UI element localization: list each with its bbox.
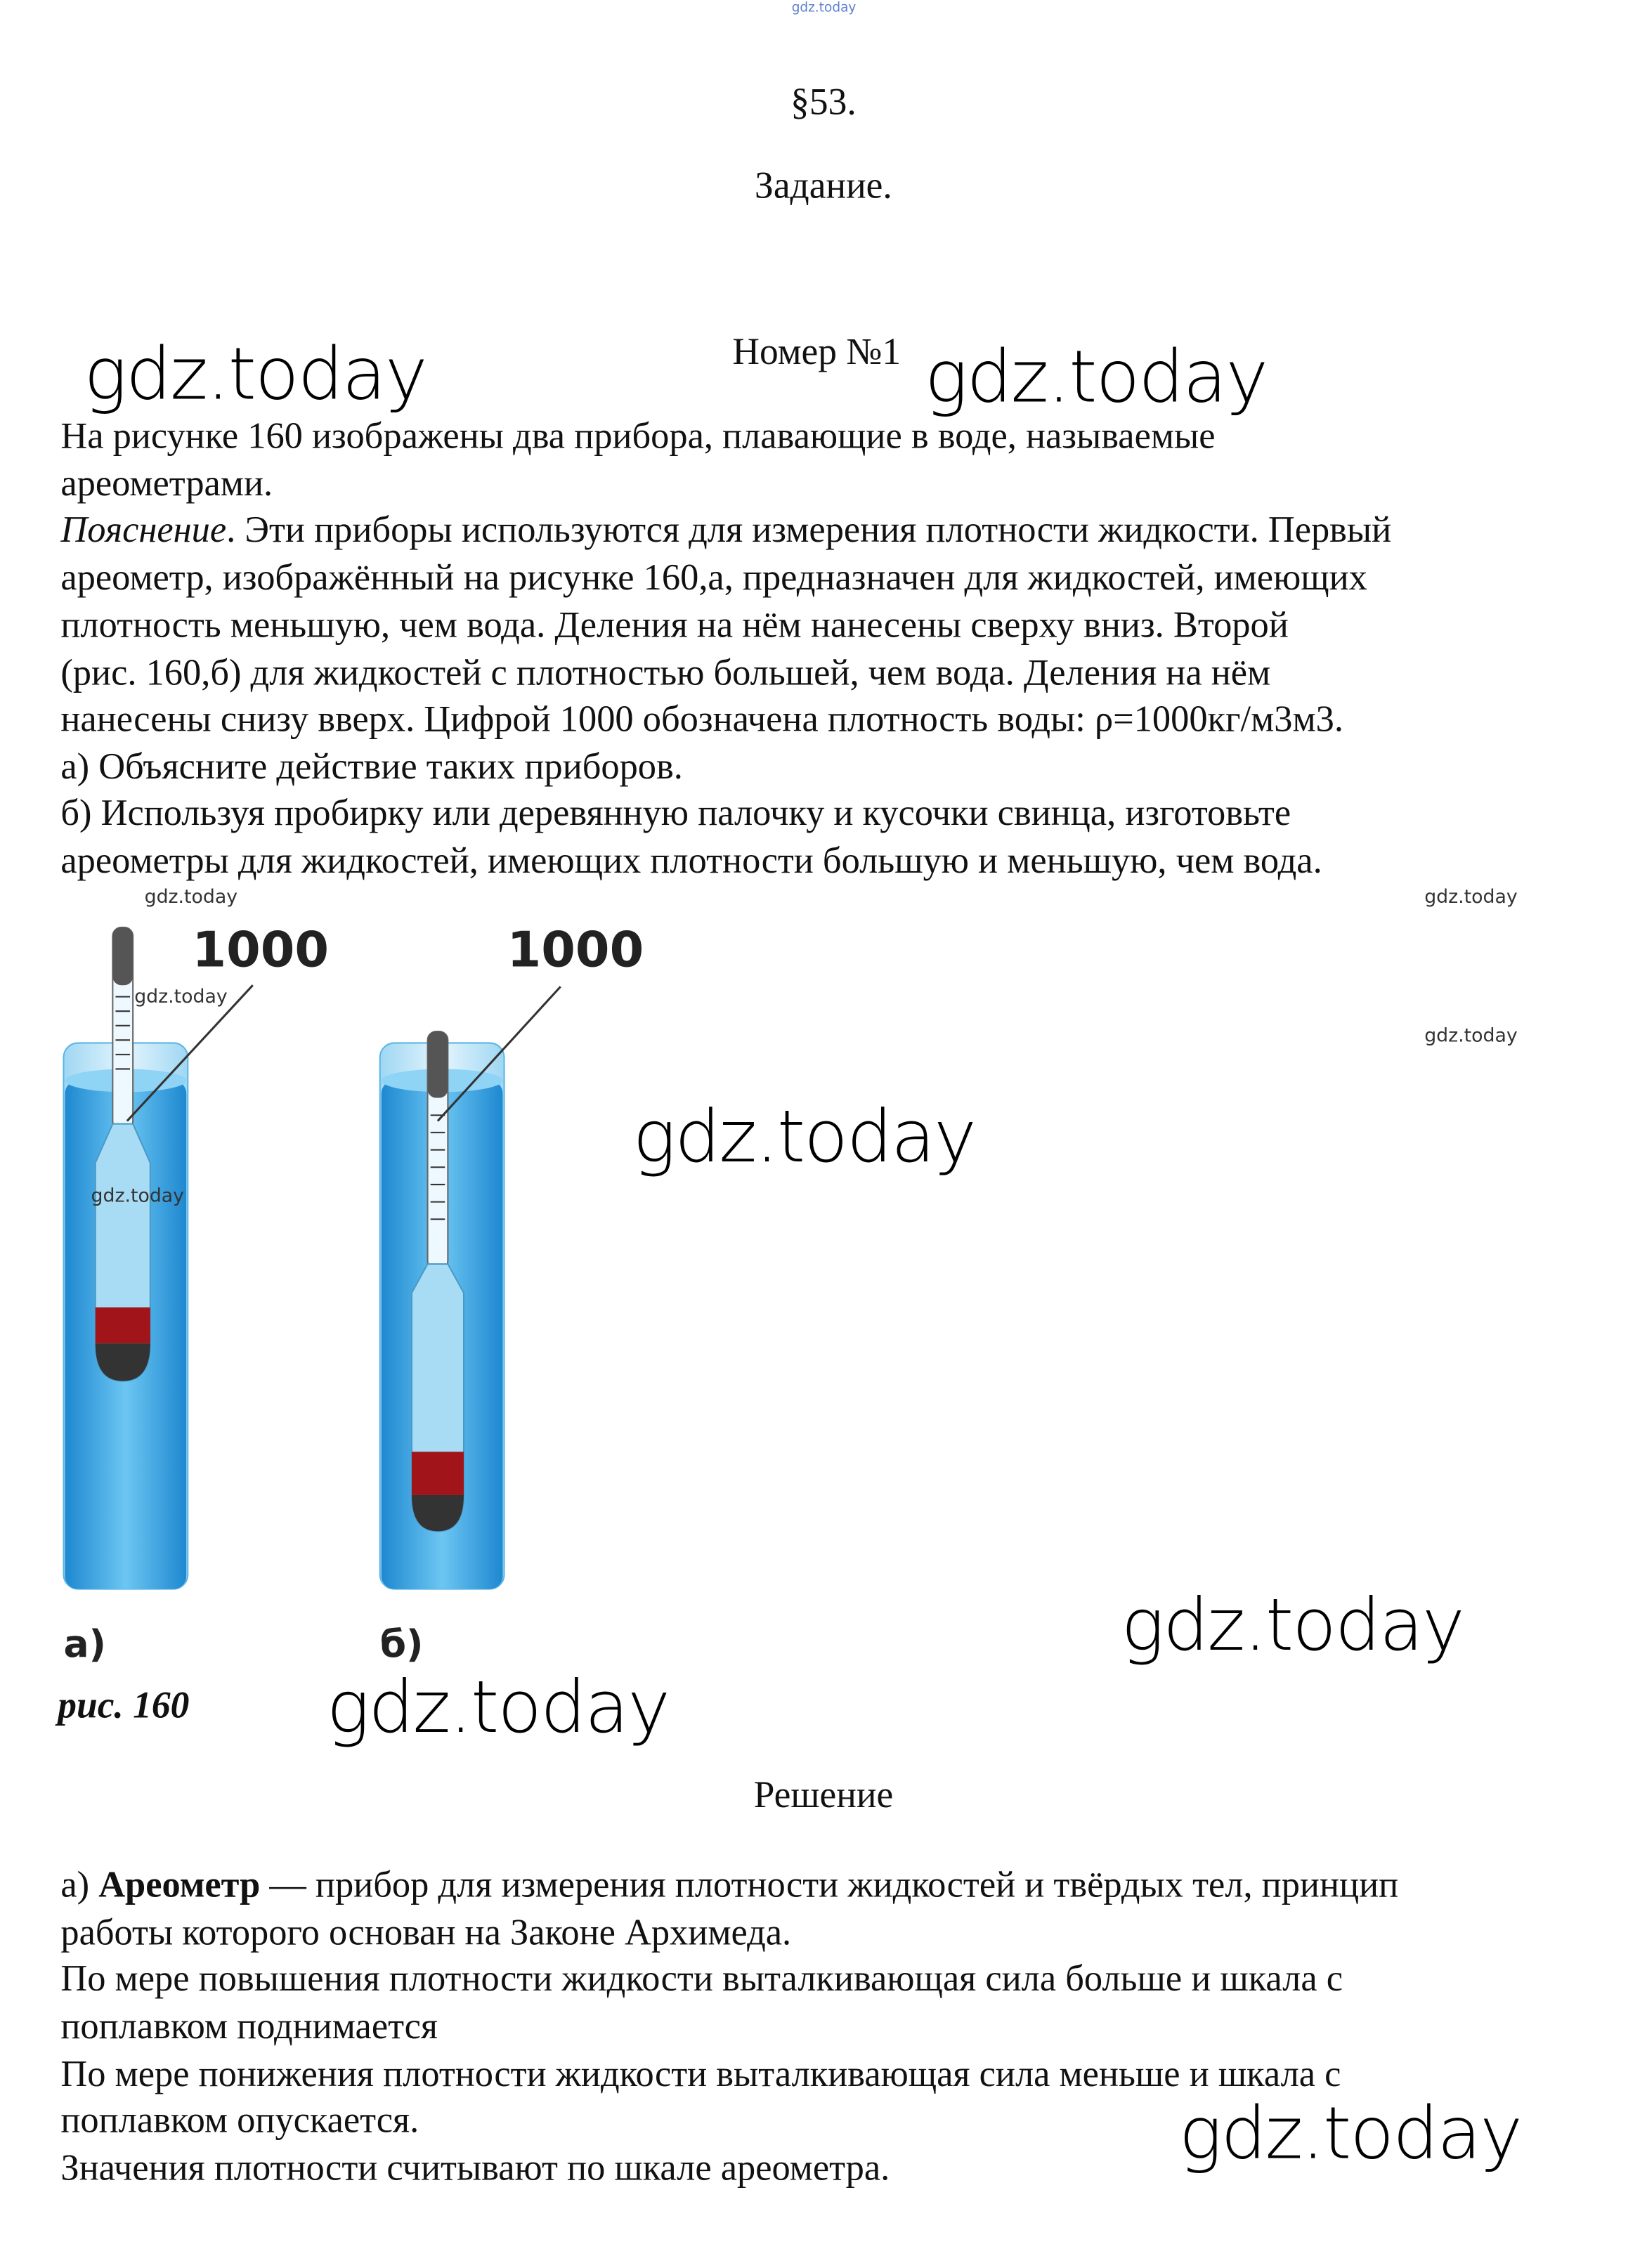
solution-line: По мере повышения плотности жидкости выталкивающая сила больше и шкала с: [60, 1957, 1343, 2000]
section-title: §53.: [790, 81, 857, 123]
solution-line: По мере понижения плотности жидкости выталкивающая сила меньше и шкала с: [60, 2052, 1341, 2095]
scale-label-a: 1000: [192, 921, 330, 979]
task-line: нанесены снизу вверх. Цифрой 1000 обозначена плотность воды: ρ=1000кг/м3м3.: [60, 698, 1344, 740]
cylinder-b: [380, 986, 561, 1589]
solution-line: работы которого основан на Законе Архимеда.: [60, 1911, 792, 1953]
solution-line: [60, 1863, 1398, 1907]
task-line: плотность меньшую, чем вода. Деления на нём нанесены сверху вниз. Второй: [60, 604, 1289, 646]
task-line: На рисунке 160 изображены два прибора, плавающие в воде, называемые: [60, 415, 1216, 457]
watermark-small: gdz.today: [91, 1185, 185, 1208]
solution-line: Значения плотности считывают по шкале ареометра.: [60, 2146, 890, 2189]
watermark: gdz.today: [1121, 1583, 1464, 1667]
task-line: [60, 509, 1391, 552]
task-number: Номер №1: [732, 330, 901, 373]
term-hydrometer: Ареометр: [98, 1863, 261, 1905]
scale-label-b: 1000: [507, 921, 644, 979]
figure-label-b: б): [379, 1623, 424, 1667]
task-heading: Задание.: [755, 164, 892, 207]
watermark-small: gdz.today: [144, 887, 238, 909]
task-line: (рис. 160,б) для жидкостей с плотностью большей, чем вода. Деления на нём: [60, 651, 1271, 693]
solution-line: поплавком поднимается: [60, 2005, 438, 2047]
task-line: ареометрами.: [60, 462, 273, 504]
watermark: gdz.today: [632, 1095, 975, 1179]
cylinder-a: [63, 927, 252, 1589]
watermark: gdz.today: [1178, 2092, 1522, 2176]
figure-caption: рис. 160: [58, 1684, 190, 1726]
watermark: gdz.today: [84, 332, 427, 417]
solution-text: — прибор для измерения плотности жидкостей и твёрдых тел, принцип: [260, 1863, 1399, 1905]
watermark-small: gdz.today: [1424, 887, 1518, 909]
task-line: ареометры для жидкостей, имеющих плотности большую и меньшую, чем вода.: [60, 839, 1322, 882]
task-line: ареометр, изображённый на рисунке 160,а, предназначен для жидкостей, имеющих: [60, 556, 1367, 599]
task-line: б) Используя пробирку или деревянную палочку и кусочки свинца, изготовьте: [60, 791, 1291, 834]
watermark: gdz.today: [326, 1665, 670, 1749]
figure-label-a: а): [63, 1623, 106, 1667]
solution-line: поплавком опускается.: [60, 2099, 419, 2141]
explanation-text: . Эти приборы используются для измерения плотности жидкости. Первый: [226, 508, 1392, 551]
solution-prefix: а): [60, 1863, 99, 1905]
watermark-top: gdz.today: [791, 1, 857, 16]
watermark: gdz.today: [924, 334, 1268, 419]
watermark-small: gdz.today: [1424, 1025, 1518, 1048]
explanation-label: Пояснение: [60, 508, 227, 551]
task-line: а) Объясните действие таких приборов.: [60, 745, 683, 788]
solution-title: Решение: [753, 1773, 894, 1816]
watermark-small: gdz.today: [134, 986, 228, 1009]
